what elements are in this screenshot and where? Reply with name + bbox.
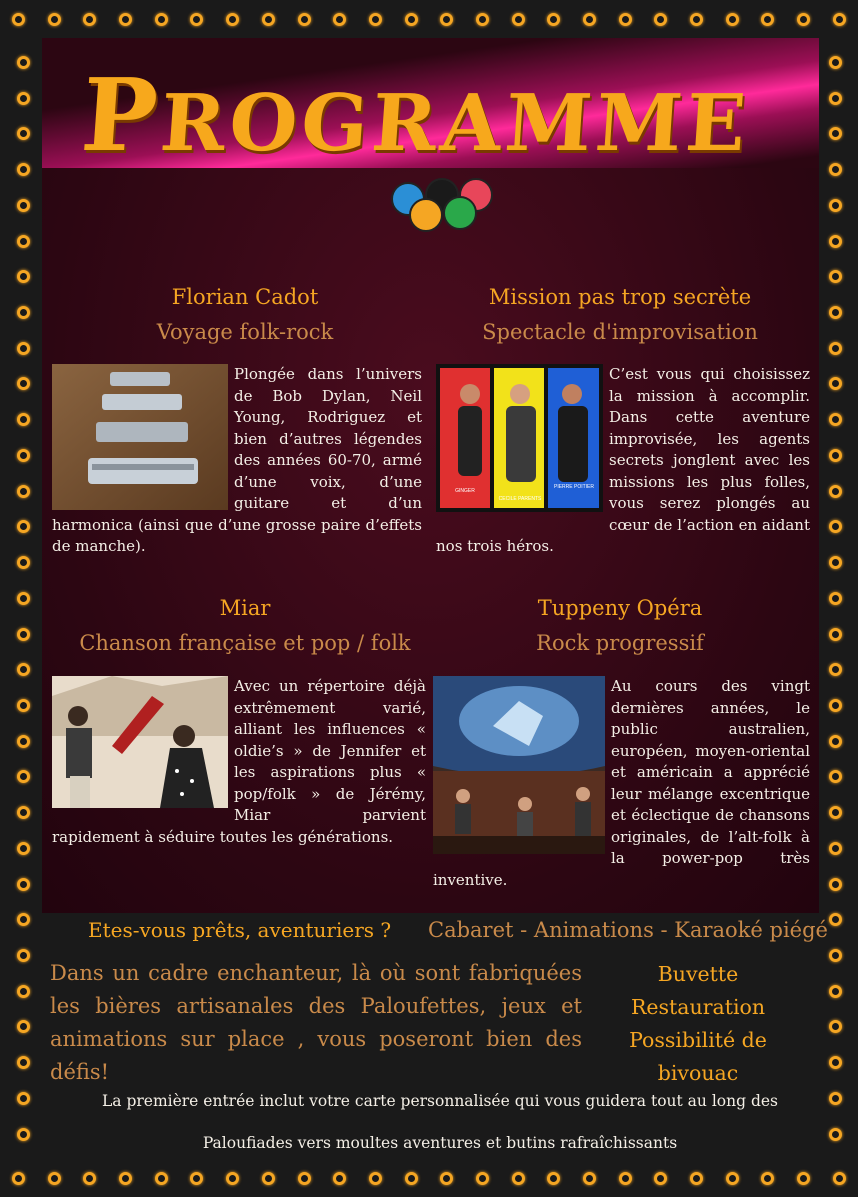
act-description: GINGER CECILE PARENTS PIERRE POITIER C’est vous qui choisissez la mission à accomplir. Dans cette aventure improvisée, les agents secrets jonglent avec les missions les plus folles, vous serez plongés au cœur de l’action en aidant nos trois héros. [436,365,810,555]
bulb-border-top [0,0,858,38]
service-item: Buvette [657,962,739,986]
bulb-icon [797,13,810,26]
bulb-icon [829,56,842,69]
bulb-icon [17,520,30,533]
bulb-icon [83,13,96,26]
bulb-icon [333,13,346,26]
bulb-icon [619,13,632,26]
ring-icon [409,198,443,232]
act-genre: Chanson française et pop / folk [79,631,411,655]
bulb-icon [829,628,842,641]
bulb-icon [17,842,30,855]
footer-line: La première entrée inclut votre carte personnalisée qui vous guidera tout au long des [101,1092,778,1110]
bulb-icon [17,699,30,712]
bulb-icon [17,127,30,140]
bulb-icon [829,1056,842,1069]
bulb-icon [797,1172,810,1185]
three-agents-poster [436,364,603,512]
services-list [588,958,808,1090]
bulb-icon [829,1020,842,1033]
bulb-icon [829,199,842,212]
ring-icon [443,196,477,230]
bulb-icon [83,1172,96,1185]
act-description: Au cours des vingt dernières années, le public australien, européen, moyen-oriental et américain a apprécié leur mélange excentrique et éclectique de chansons originales, de l’alt-folk à la power-pop très inventive. [433,677,810,889]
bulb-icon [583,1172,596,1185]
bulb-icon [829,985,842,998]
cabaret-line: Cabaret - Animations - Karaoké piégé [428,918,828,942]
bulb-icon [829,806,842,819]
bulb-icon [829,235,842,248]
bulb-icon [17,342,30,355]
poster-label: GINGER [455,488,475,494]
act-genre: Rock progressif [536,631,704,655]
bulb-icon [17,377,30,390]
act-genre: Spectacle d'improvisation [482,320,758,344]
bulb-icon [829,878,842,891]
bulb-icon [690,1172,703,1185]
bulb-icon [17,628,30,641]
act-name: Tuppeny Opéra [537,596,703,620]
bulb-icon [17,413,30,426]
poster-label: PIERRE POITIER [553,484,595,490]
bulb-icon [48,1172,61,1185]
bulb-icon [17,1092,30,1105]
bulb-icon [119,1172,132,1185]
bulb-icon [829,592,842,605]
rings-logo [387,178,497,236]
bulb-icon [17,485,30,498]
duo-guitar-photo [52,676,228,808]
bulb-icon [17,985,30,998]
bulb-icon [833,1172,846,1185]
bulb-icon [190,13,203,26]
act-name: Florian Cadot [171,285,319,309]
bulb-border-bottom [0,1159,858,1197]
bulb-icon [333,1172,346,1185]
bulb-icon [17,878,30,891]
bulb-icon [829,949,842,962]
poster-label: CECILE PARENTS [498,496,542,502]
bulb-border-right [816,38,854,1159]
bulb-icon [440,1172,453,1185]
bulb-icon [829,306,842,319]
bulb-icon [761,13,774,26]
bulb-icon [262,1172,275,1185]
bulb-icon [512,13,525,26]
bulb-icon [17,1020,30,1033]
adventure-title: Etes-vous prêts, aventuriers ? [88,918,392,942]
bulb-icon [829,1128,842,1141]
bulb-icon [17,199,30,212]
bulb-icon [829,663,842,676]
bulb-icon [654,1172,667,1185]
bulb-icon [17,306,30,319]
footer-note [60,1080,820,1164]
bulb-icon [440,13,453,26]
bulb-icon [726,1172,739,1185]
band-on-stage-photo [433,676,605,854]
bulb-icon [17,735,30,748]
harmonicas-photo [52,364,228,510]
bulb-icon [829,413,842,426]
bulb-icon [17,949,30,962]
bulb-icon [761,1172,774,1185]
bulb-icon [369,13,382,26]
bulb-icon [829,556,842,569]
bulb-icon [155,13,168,26]
bulb-icon [829,270,842,283]
bulb-icon [262,13,275,26]
bulb-icon [619,1172,632,1185]
bulb-icon [829,342,842,355]
bulb-icon [829,913,842,926]
bulb-icon [829,92,842,105]
act-genre: Voyage folk-rock [156,320,334,344]
act-description: Plongée dans l’univers de Bob Dylan, Neil Young, Rodriguez et bien d’autres légendes des années 60-70, armé d’une voix, d’une guitare et d’un harmonica (ainsi que d’une grosse paire d’effets de manche). [52,365,422,555]
bulb-icon [17,163,30,176]
bulb-icon [583,13,596,26]
bulb-icon [298,13,311,26]
bulb-icon [829,1092,842,1105]
bulb-icon [48,13,61,26]
bulb-icon [405,13,418,26]
bulb-icon [155,1172,168,1185]
bulb-icon [405,1172,418,1185]
bulb-icon [119,13,132,26]
bulb-icon [17,806,30,819]
bulb-icon [17,913,30,926]
adventure-text: Dans un cadre enchanteur, là où sont fabriquées les bières artisanales des Paloufettes, jeux et animations sur place , vous poseront bien des défis! [50,961,582,1084]
bulb-icon [17,270,30,283]
bulb-icon [190,1172,203,1185]
act-name: Mission pas trop secrète [488,285,752,309]
bulb-icon [17,1128,30,1141]
bulb-icon [369,1172,382,1185]
bulb-icon [829,127,842,140]
bulb-icon [17,770,30,783]
service-item: Restauration [630,995,766,1019]
act-description: Avec un répertoire déjà extrêmement varié, alliant les influences « oldie’s » de Jennifer et les aspirations plus « pop/folk » de Jérémy, Miar parvient rapidement à séduire toutes les générations. [52,677,426,846]
bulb-icon [17,556,30,569]
bulb-icon [829,485,842,498]
bulb-icon [226,13,239,26]
bulb-icon [829,520,842,533]
footer-line: Paloufiades vers moultes aventures et butins rafraîchissants [202,1134,678,1152]
bulb-icon [17,92,30,105]
bulb-icon [298,1172,311,1185]
bulb-icon [17,663,30,676]
bulb-icon [829,699,842,712]
bulb-icon [512,1172,525,1185]
bulb-icon [476,13,489,26]
bulb-icon [829,377,842,390]
bulb-icon [17,56,30,69]
bulb-icon [829,163,842,176]
bulb-icon [726,13,739,26]
page-title: PROGRAMME [77,56,753,174]
bulb-icon [17,449,30,462]
bulb-icon [547,1172,560,1185]
bulb-icon [17,235,30,248]
bulb-icon [17,1056,30,1069]
bulb-icon [829,842,842,855]
bulb-border-left [4,38,42,1159]
bulb-icon [12,13,25,26]
bulb-icon [476,1172,489,1185]
bulb-icon [833,13,846,26]
bulb-icon [547,13,560,26]
bulb-icon [829,770,842,783]
bulb-icon [690,13,703,26]
bulb-icon [829,449,842,462]
bulb-icon [12,1172,25,1185]
bulb-icon [17,592,30,605]
act-name: Miar [219,596,271,620]
bulb-icon [654,13,667,26]
bulb-icon [829,735,842,748]
service-item: Possibilité de bivouac [629,1028,767,1085]
bulb-icon [226,1172,239,1185]
